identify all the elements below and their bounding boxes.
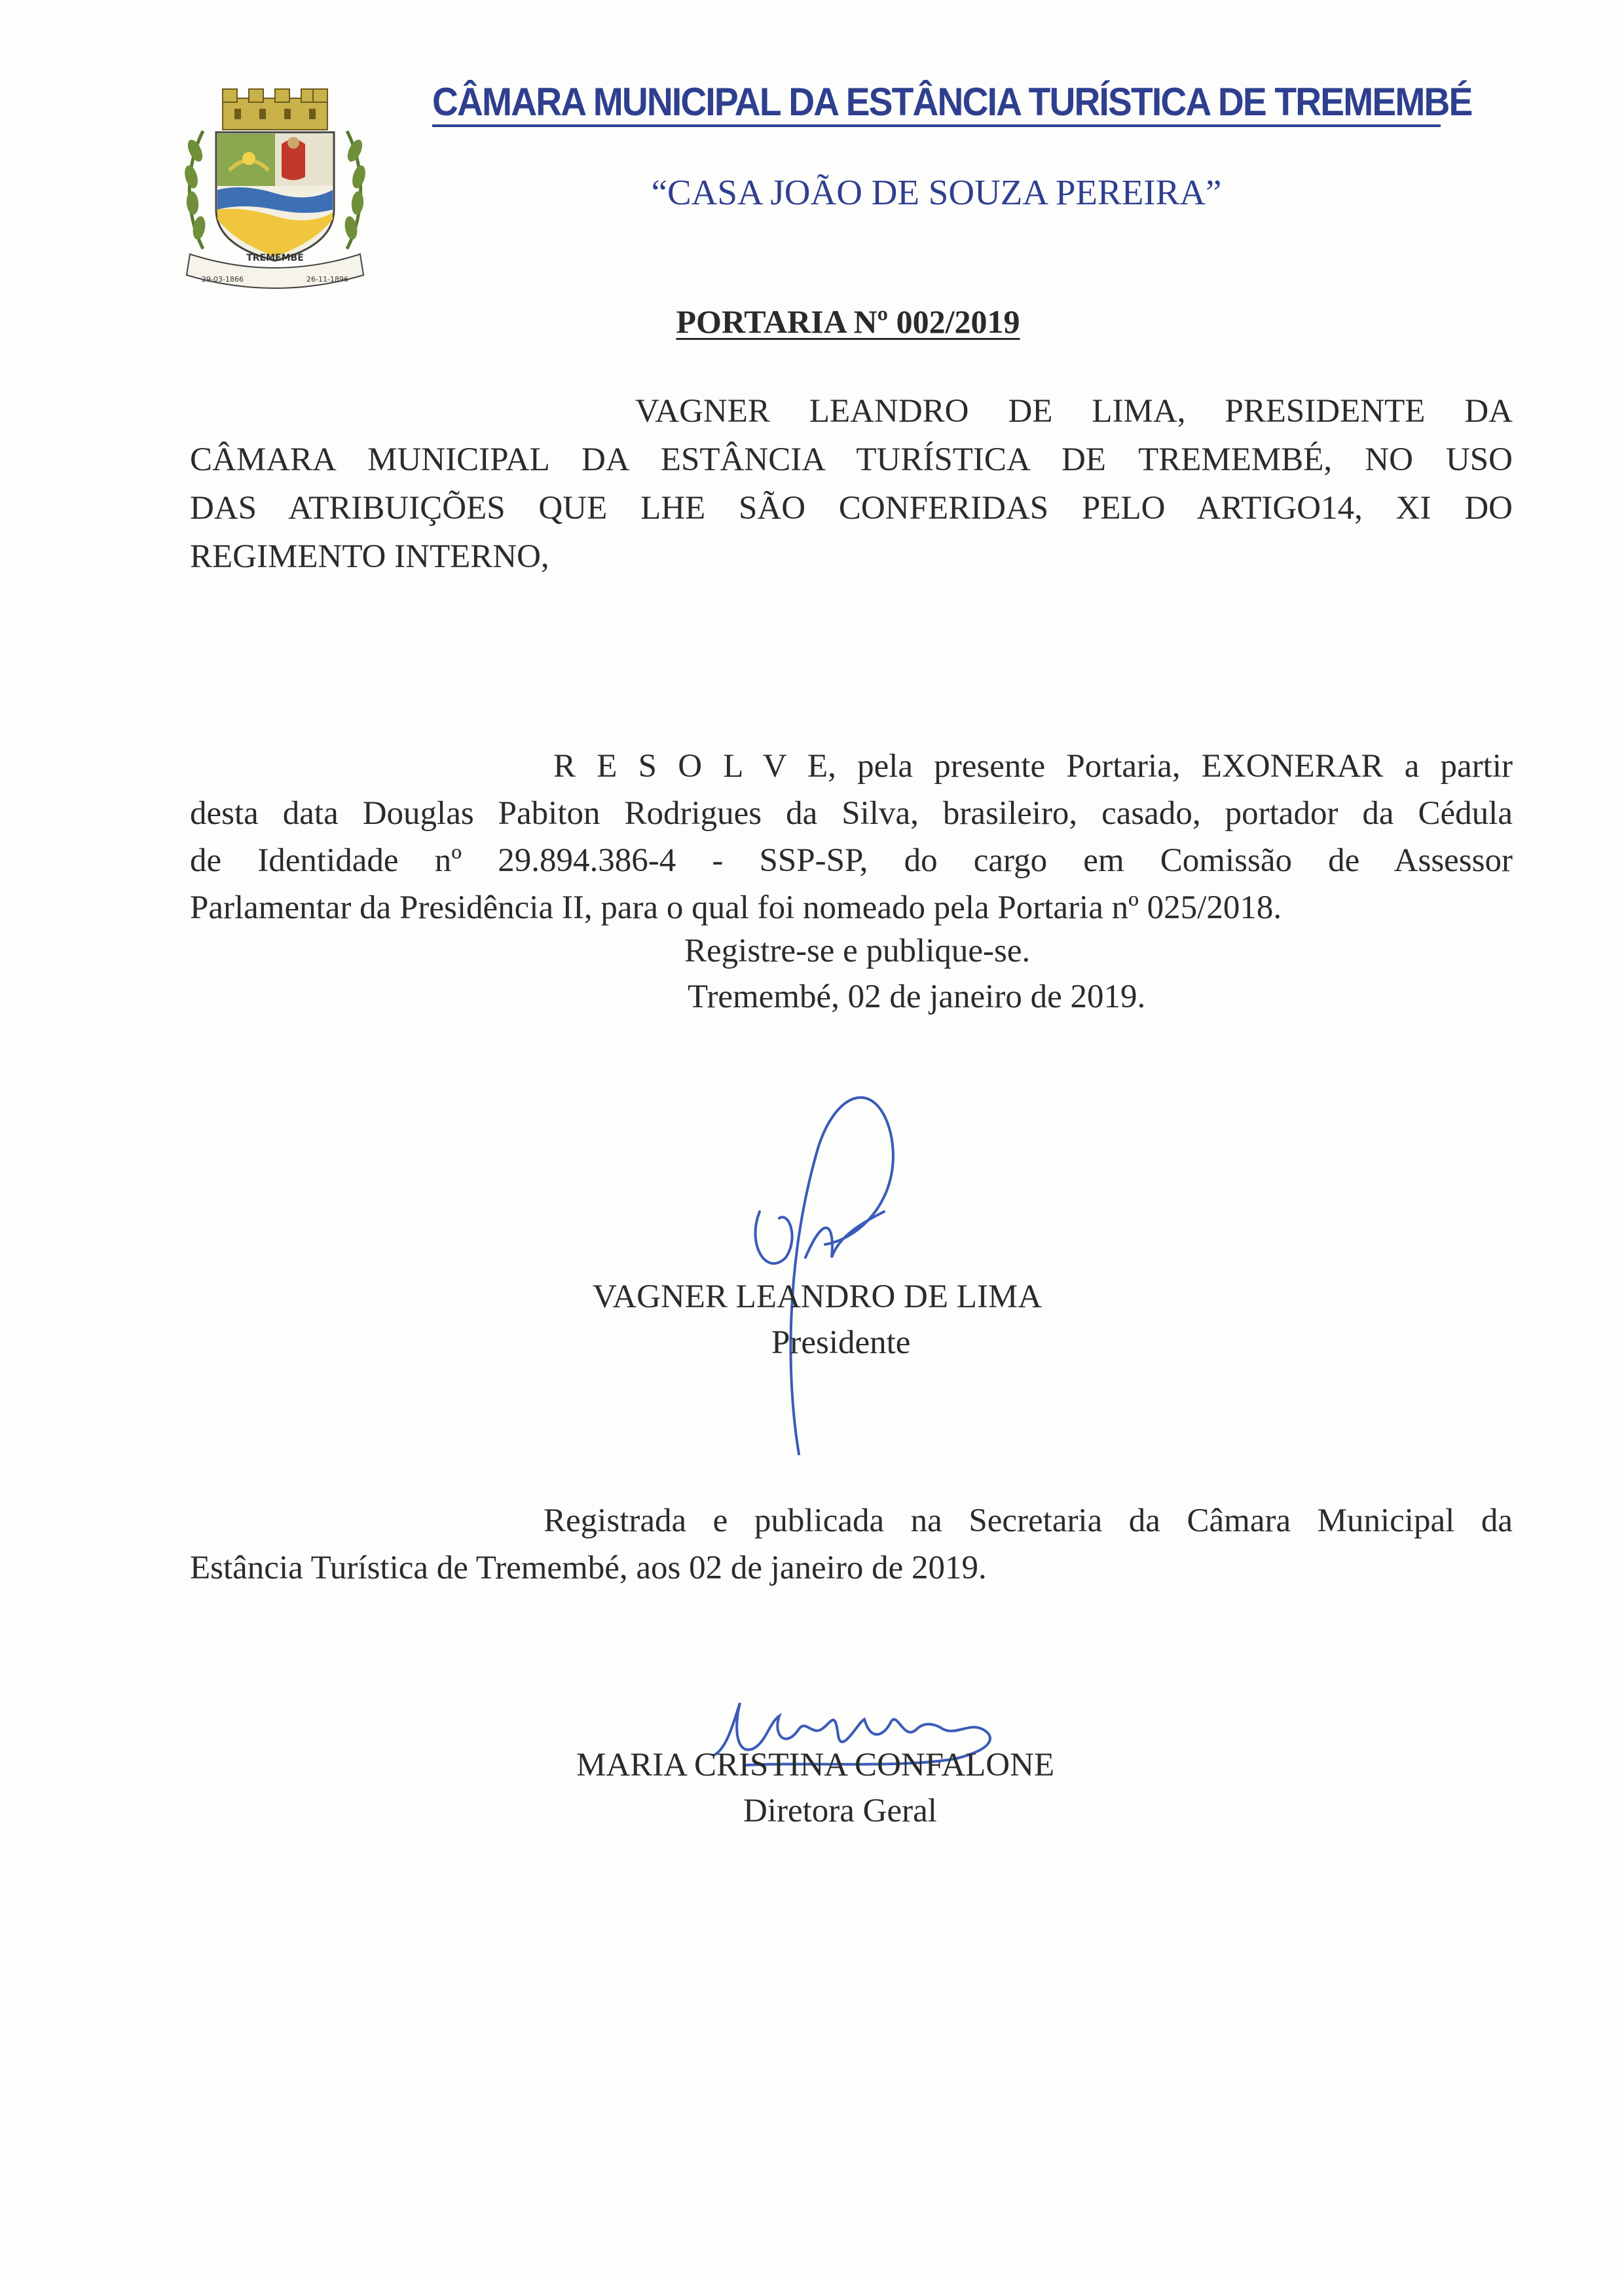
resolve-line-1: R E S O L V E, pela presente Portaria, EXONERAR a partir (553, 748, 1513, 785)
registration-line-2: Estância Turística de Tremembé, aos 02 de janeiro de 2019. (190, 1550, 987, 1586)
place-date: Tremembé, 02 de janeiro de 2019. (688, 979, 1146, 1015)
register-line: Registre-se e publique-se. (684, 933, 1031, 969)
municipal-crest-icon (177, 85, 373, 295)
crest-scroll-text: TREMEMBÉ (246, 253, 304, 263)
crest-date-left: 29-03-1866 (202, 275, 244, 284)
registration-line-1: Registrada e publicada na Secretaria da Câmara Municipal da (544, 1502, 1513, 1539)
header-subtitle: “CASA JOÃO DE SOUZA PEREIRA” (651, 172, 1222, 212)
president-signature-icon (727, 1061, 923, 1467)
director-name: MARIA CRISTINA CONFALONE (576, 1747, 1055, 1783)
resolve-line-4: Parlamentar da Presidência II, para o qual foi nomeado pela Portaria nº 025/2018. (190, 889, 1282, 926)
president-role: Presidente (771, 1324, 911, 1361)
document-title: PORTARIA Nº 002/2019 (676, 303, 1020, 340)
crest-date-right: 26-11-1896 (306, 275, 348, 284)
president-name: VAGNER LEANDRO DE LIMA (593, 1278, 1043, 1315)
resolve-line-3: de Identidade nº 29.894.386-4 - SSP-SP, do cargo em Comissão de Assessor (190, 842, 1513, 879)
preamble-line-2: CÂMARA MUNICIPAL DA ESTÂNCIA TURÍSTICA DE TREMEMBÉ, NO USO (190, 441, 1513, 478)
header-underline (432, 124, 1441, 127)
preamble-line-3: DAS ATRIBUIÇÕES QUE LHE SÃO CONFERIDAS PELO ARTIGO14, XI DO (190, 490, 1513, 527)
preamble-line-1: VAGNER LEANDRO DE LIMA, PRESIDENTE DA (635, 393, 1513, 430)
director-role: Diretora Geral (743, 1793, 937, 1829)
preamble-line-4: REGIMENTO INTERNO, (190, 538, 549, 575)
resolve-line-2: desta data Douglas Pabiton Rodrigues da Silva, brasileiro, casado, portador da Cédula (190, 795, 1513, 832)
header-title: CÂMARA MUNICIPAL DA ESTÂNCIA TURÍSTICA DE TREMEMBÉ (432, 80, 1472, 124)
